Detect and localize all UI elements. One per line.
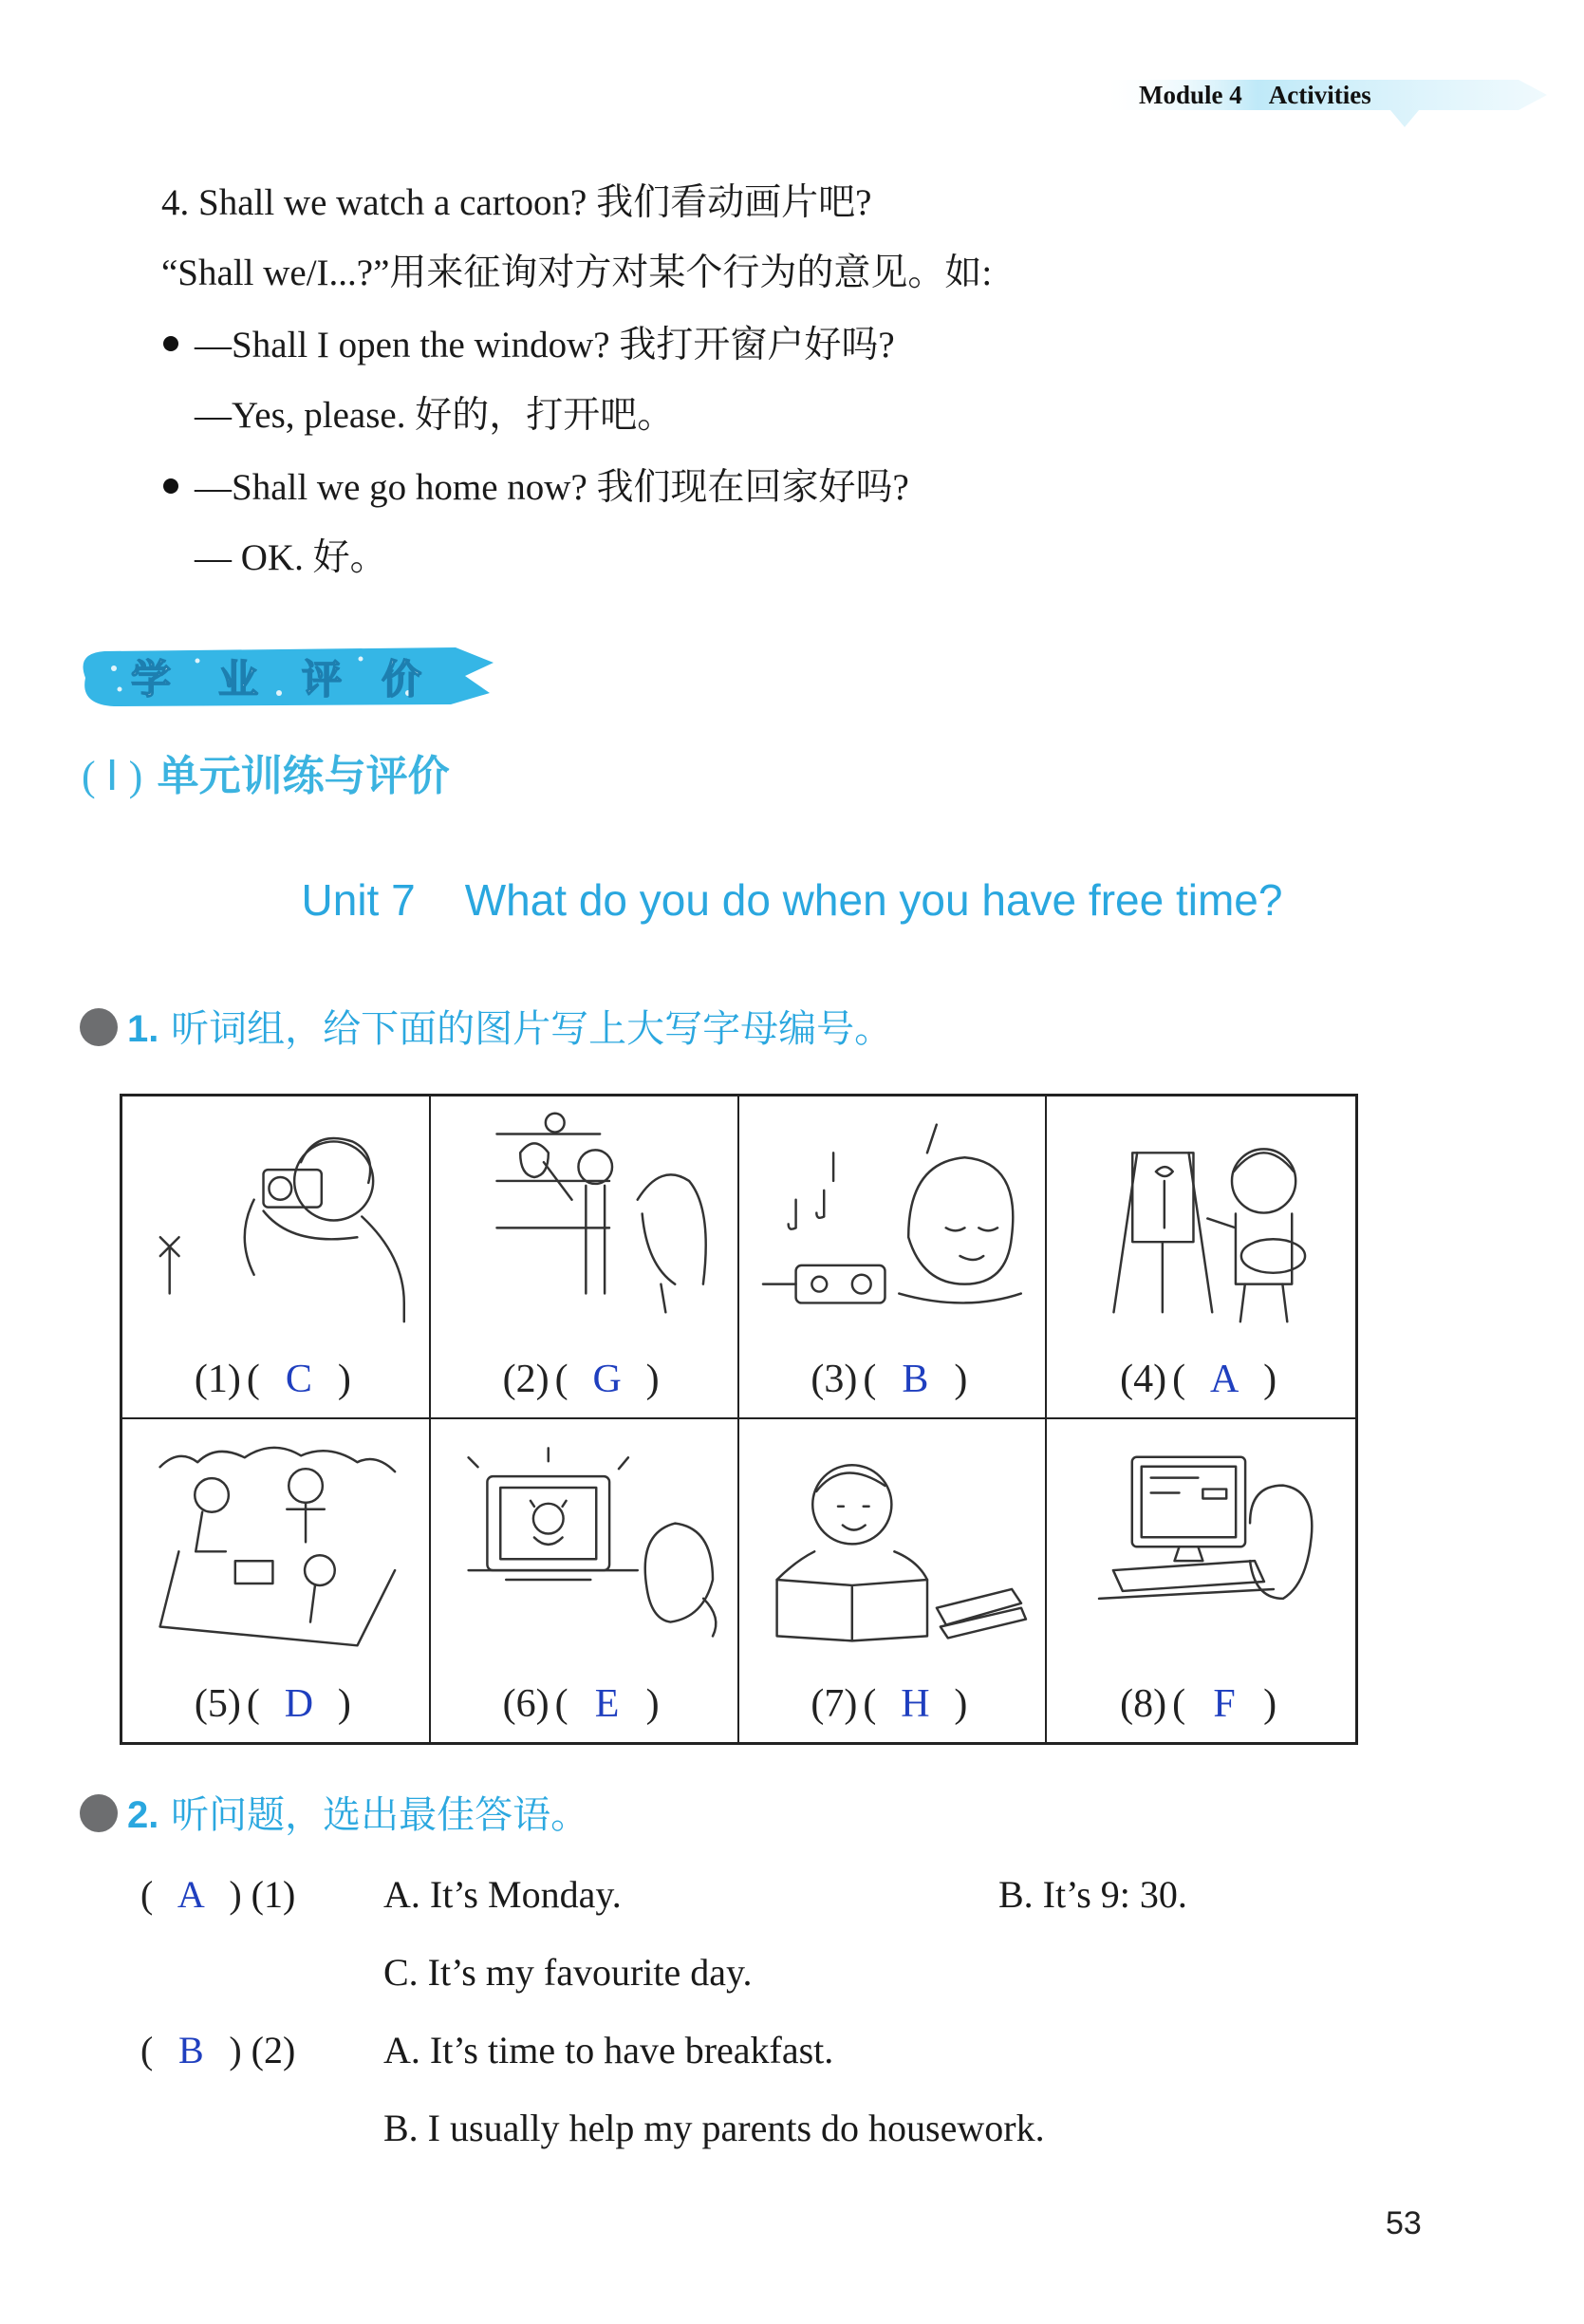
- subsection-text: 单元训练与评价: [157, 752, 450, 800]
- answer-letter: A: [1209, 1358, 1239, 1401]
- answer-letter: F: [1213, 1682, 1236, 1726]
- answer-letter: D: [284, 1682, 314, 1726]
- item-number: (2): [502, 1358, 550, 1401]
- note-line: “Shall we/I...?”用来征询对方对某个行为的意见。如:: [161, 253, 993, 293]
- picture-cell: [122, 1096, 431, 1419]
- picture-cell: [1047, 1096, 1355, 1419]
- picture-cell: [739, 1419, 1048, 1742]
- option-b: B. It’s 9: 30.: [998, 1873, 1187, 1916]
- note-line: —Yes, please. 好的，打开吧。: [195, 395, 675, 436]
- picture-cell: [122, 1419, 431, 1742]
- item-caption: (3) ( B ): [739, 1353, 1046, 1406]
- option-b: B. I usually help my parents do housework.: [383, 2107, 1045, 2149]
- note-line: — OK. 好。: [195, 537, 387, 578]
- item-number: (4): [1120, 1358, 1167, 1401]
- picture-cell: [1047, 1419, 1355, 1742]
- item-number: (1): [194, 1358, 241, 1401]
- question-number: 1.: [127, 1008, 159, 1050]
- banner-char: 价: [382, 656, 422, 703]
- item-caption: (1) ( C ): [122, 1353, 429, 1406]
- note-line: —Shall I open the window? 我打开窗户好吗?: [195, 325, 895, 365]
- answer-letter: G: [592, 1358, 622, 1401]
- question-number: 2.: [127, 1794, 159, 1836]
- note-line: 4. Shall we watch a cartoon? 我们看动画片吧?: [161, 182, 872, 223]
- question-2-heading: [80, 1785, 588, 1846]
- item-number: (3): [811, 1358, 858, 1401]
- unit-title: [0, 870, 1584, 930]
- item-caption: (6) ( E ): [431, 1677, 737, 1731]
- option-c: C. It’s my favourite day.: [383, 1951, 753, 1994]
- answer-letter: E: [594, 1682, 620, 1726]
- answer-letter: C: [285, 1358, 312, 1401]
- option-a: A. It’s time to have breakfast.: [383, 2029, 834, 2071]
- item-caption: (8) ( F ): [1047, 1677, 1355, 1731]
- unit-label: Unit 7: [301, 875, 416, 925]
- item-number: (7): [811, 1682, 858, 1726]
- q2-item-1: ( A ) (1): [140, 1866, 295, 1923]
- question-1-heading: [80, 999, 892, 1059]
- question-instruction: 听词组，给下面的图片写上大写字母编号。: [171, 1007, 893, 1051]
- item-number: (8): [1120, 1682, 1167, 1726]
- picture-cell: [431, 1096, 739, 1419]
- item-caption: (5) ( D ): [122, 1677, 429, 1731]
- item-number: (2): [251, 2029, 296, 2071]
- bullet-icon: [163, 478, 178, 494]
- option-a: A. It’s Monday.: [383, 1873, 622, 1916]
- module-title: Activities: [1268, 81, 1371, 109]
- listening-icon: [80, 1008, 118, 1046]
- banner-char: 业: [218, 656, 259, 703]
- picture-grid: [120, 1094, 1358, 1745]
- unit-name: What do you do when you have free time?: [464, 875, 1283, 925]
- item-caption: (4) ( A ): [1047, 1353, 1355, 1406]
- running-header: [1139, 76, 1371, 114]
- answer-letter: B: [177, 2029, 204, 2071]
- bullet-icon: [163, 336, 178, 351]
- note-line: —Shall we go home now? 我们现在回家好吗?: [195, 467, 909, 508]
- question-instruction: 听问题，选出最佳答语。: [171, 1793, 589, 1837]
- answer-letter: A: [177, 1873, 205, 1916]
- picture-cell: [431, 1419, 739, 1742]
- item-number: (6): [502, 1682, 550, 1726]
- page-number: 53: [1386, 2205, 1422, 2241]
- answer-letter: H: [901, 1682, 930, 1726]
- listening-icon: [80, 1794, 118, 1832]
- banner-char: 学: [131, 656, 172, 703]
- banner-char: 评: [302, 656, 343, 703]
- item-caption: (7) ( H ): [739, 1677, 1046, 1731]
- item-caption: (2) ( G ): [431, 1353, 737, 1406]
- q2-item-2: ( B ) (2): [140, 2022, 295, 2079]
- subsection-title: [82, 748, 450, 805]
- item-number: (5): [194, 1682, 241, 1726]
- answer-letter: B: [902, 1358, 929, 1401]
- module-label: Module 4: [1139, 81, 1242, 109]
- subsection-roman: ( Ⅰ ): [82, 753, 143, 799]
- picture-cell: [739, 1096, 1048, 1419]
- section-banner: [76, 634, 494, 722]
- item-number: (1): [251, 1873, 296, 1916]
